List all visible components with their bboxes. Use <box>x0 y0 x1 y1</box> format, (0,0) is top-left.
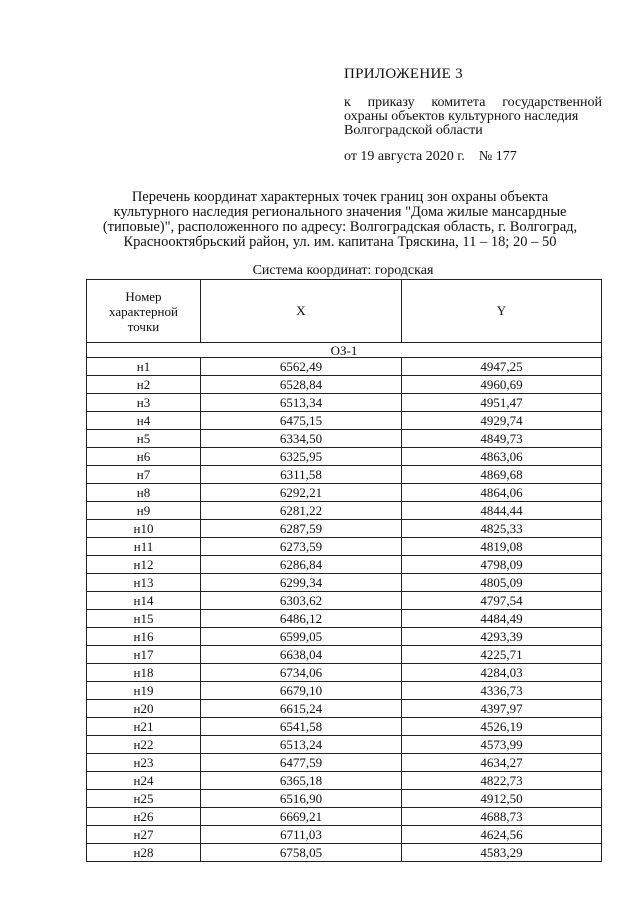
point-number-cell: н6 <box>87 448 201 466</box>
x-value-cell: 6516,90 <box>201 790 402 808</box>
table-row <box>87 574 602 592</box>
header-line: характерной <box>109 303 178 319</box>
x-value-cell: 6299,34 <box>201 574 402 592</box>
point-number-cell: н15 <box>87 610 201 628</box>
table-row <box>87 484 602 502</box>
y-value-cell: 4951,47 <box>402 394 602 412</box>
title-line: Краснооктябрьский район, ул. им. капитана Тряскина, 11 – 18; 20 – 50 <box>123 234 557 250</box>
document-title <box>90 190 590 250</box>
y-value-cell: 4912,50 <box>402 790 602 808</box>
point-number-cell: н2 <box>87 376 201 394</box>
y-value-cell: 4484,49 <box>402 610 602 628</box>
section-label: ОЗ-1 <box>87 343 602 358</box>
x-value-cell: 6311,58 <box>201 466 402 484</box>
table-row <box>87 628 602 646</box>
point-number-cell: н10 <box>87 520 201 538</box>
y-value-cell: 4573,99 <box>402 736 602 754</box>
order-line: Волгоградской области <box>344 123 483 138</box>
point-number-cell: н7 <box>87 466 201 484</box>
x-value-cell: 6287,59 <box>201 520 402 538</box>
header-line: точки <box>127 318 160 334</box>
table-row <box>87 520 602 538</box>
point-number-cell: н11 <box>87 538 201 556</box>
point-number-cell: н21 <box>87 718 201 736</box>
y-value-cell: 4822,73 <box>402 772 602 790</box>
table-row <box>87 772 602 790</box>
point-number-cell: н26 <box>87 808 201 826</box>
table-row <box>87 448 602 466</box>
point-number-cell: н1 <box>87 358 201 376</box>
x-value-cell: 6475,15 <box>201 412 402 430</box>
table-row <box>87 808 602 826</box>
x-value-cell: 6286,84 <box>201 556 402 574</box>
table-row <box>87 502 602 520</box>
point-number-cell: н28 <box>87 844 201 862</box>
y-value-cell: 4397,97 <box>402 700 602 718</box>
order-line: охраны объектов культурного наследия <box>344 109 579 124</box>
point-number-cell: н20 <box>87 700 201 718</box>
x-value-cell: 6615,24 <box>201 700 402 718</box>
y-value-cell: 4526,19 <box>402 718 602 736</box>
point-number-cell: н5 <box>87 430 201 448</box>
table-row <box>87 538 602 556</box>
annex-heading: ПРИЛОЖЕНИЕ 3 <box>344 66 463 82</box>
table-row <box>87 682 602 700</box>
header-x: X <box>201 280 402 343</box>
table-row <box>87 826 602 844</box>
table-row <box>87 610 602 628</box>
table-row <box>87 664 602 682</box>
table-row <box>87 412 602 430</box>
point-number-cell: н14 <box>87 592 201 610</box>
order-line: к приказу комитета государственной <box>344 95 602 110</box>
y-value-cell: 4960,69 <box>402 376 602 394</box>
x-value-cell: 6711,03 <box>201 826 402 844</box>
point-number-cell: н3 <box>87 394 201 412</box>
y-value-cell: 4624,56 <box>402 826 602 844</box>
y-value-cell: 4947,25 <box>402 358 602 376</box>
title-line: (типовые)", расположенного по адресу: Волгоградская область, г. Волгоград, <box>102 219 578 235</box>
header-y: Y <box>402 280 602 343</box>
point-number-cell: н23 <box>87 754 201 772</box>
x-value-cell: 6477,59 <box>201 754 402 772</box>
x-value-cell: 6638,04 <box>201 646 402 664</box>
point-number-cell: н9 <box>87 502 201 520</box>
y-value-cell: 4798,09 <box>402 556 602 574</box>
x-value-cell: 6365,18 <box>201 772 402 790</box>
y-value-cell: 4797,54 <box>402 592 602 610</box>
point-number-cell: н8 <box>87 484 201 502</box>
point-number-cell: н16 <box>87 628 201 646</box>
point-number-cell: н4 <box>87 412 201 430</box>
table-row <box>87 358 602 376</box>
header-line: Номер <box>125 288 162 304</box>
y-value-cell: 4849,73 <box>402 430 602 448</box>
x-value-cell: 6541,58 <box>201 718 402 736</box>
section-row <box>87 343 602 358</box>
table-row <box>87 376 602 394</box>
y-value-cell: 4284,03 <box>402 664 602 682</box>
y-value-cell: 4929,74 <box>402 412 602 430</box>
header-point-number <box>87 280 201 343</box>
point-number-cell: н22 <box>87 736 201 754</box>
x-value-cell: 6562,49 <box>201 358 402 376</box>
x-value-cell: 6486,12 <box>201 610 402 628</box>
table-row <box>87 718 602 736</box>
y-value-cell: 4819,08 <box>402 538 602 556</box>
coordinates-table <box>86 279 602 862</box>
x-value-cell: 6599,05 <box>201 628 402 646</box>
y-value-cell: 4869,68 <box>402 466 602 484</box>
y-value-cell: 4293,39 <box>402 628 602 646</box>
x-value-cell: 6513,34 <box>201 394 402 412</box>
point-number-cell: н24 <box>87 772 201 790</box>
y-value-cell: 4844,44 <box>402 502 602 520</box>
point-number-cell: н25 <box>87 790 201 808</box>
y-value-cell: 4863,06 <box>402 448 602 466</box>
x-value-cell: 6292,21 <box>201 484 402 502</box>
order-reference <box>344 96 602 138</box>
x-value-cell: 6334,50 <box>201 430 402 448</box>
x-value-cell: 6679,10 <box>201 682 402 700</box>
x-value-cell: 6281,22 <box>201 502 402 520</box>
point-number-cell: н17 <box>87 646 201 664</box>
y-value-cell: 4225,71 <box>402 646 602 664</box>
order-date-number: от 19 августа 2020 г. № 177 <box>344 149 517 164</box>
table-row <box>87 592 602 610</box>
table-row <box>87 430 602 448</box>
table-row <box>87 754 602 772</box>
x-value-cell: 6528,84 <box>201 376 402 394</box>
table-row <box>87 700 602 718</box>
x-value-cell: 6325,95 <box>201 448 402 466</box>
y-value-cell: 4583,29 <box>402 844 602 862</box>
point-number-cell: н12 <box>87 556 201 574</box>
table-row <box>87 844 602 862</box>
point-number-cell: н27 <box>87 826 201 844</box>
y-value-cell: 4805,09 <box>402 574 602 592</box>
x-value-cell: 6758,05 <box>201 844 402 862</box>
coordinate-system-caption: Система координат: городская <box>252 263 434 278</box>
point-number-cell: н13 <box>87 574 201 592</box>
table-row <box>87 466 602 484</box>
table-row <box>87 556 602 574</box>
y-value-cell: 4864,06 <box>402 484 602 502</box>
x-value-cell: 6513,24 <box>201 736 402 754</box>
x-value-cell: 6303,62 <box>201 592 402 610</box>
y-value-cell: 4634,27 <box>402 754 602 772</box>
x-value-cell: 6669,21 <box>201 808 402 826</box>
y-value-cell: 4688,73 <box>402 808 602 826</box>
table-row <box>87 736 602 754</box>
y-value-cell: 4336,73 <box>402 682 602 700</box>
point-number-cell: н19 <box>87 682 201 700</box>
point-number-cell: н18 <box>87 664 201 682</box>
x-value-cell: 6273,59 <box>201 538 402 556</box>
table-row <box>87 394 602 412</box>
title-line: Перечень координат характерных точек границ зон охраны объекта <box>131 189 549 205</box>
y-value-cell: 4825,33 <box>402 520 602 538</box>
table-row <box>87 790 602 808</box>
table-header-row <box>87 280 602 343</box>
x-value-cell: 6734,06 <box>201 664 402 682</box>
title-line: культурного наследия регионального значения "Дома жилые мансардные <box>113 204 567 220</box>
table-row <box>87 646 602 664</box>
